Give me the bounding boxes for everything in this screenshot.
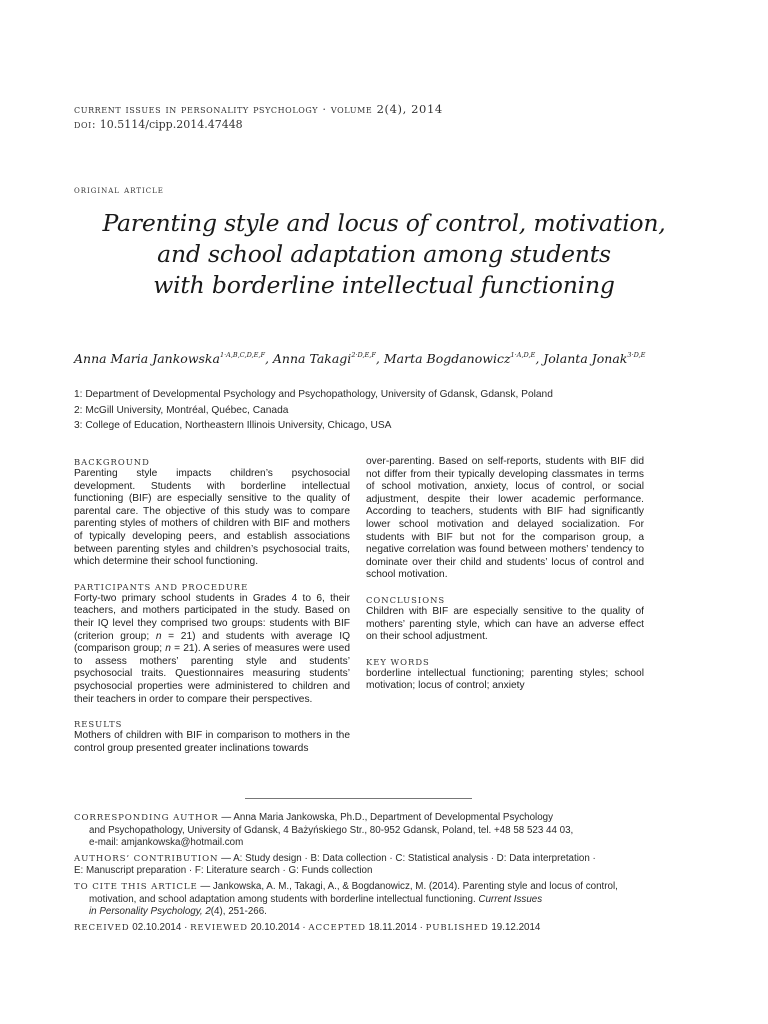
cite-journal: in Personality Psychology, 2 xyxy=(89,906,211,918)
reviewed-label: REVIEWED xyxy=(190,922,248,933)
cite-text: motivation, and school adaptation among students with borderline intellectual functioning. xyxy=(89,893,479,905)
results-heading: RESULTS xyxy=(74,719,123,730)
author-name: Anna Maria Jankowska xyxy=(74,351,220,366)
author-name: Marta Bogdanowicz xyxy=(383,351,511,366)
published-label: PUBLISHED xyxy=(425,922,489,933)
contribution-label: AUTHORS’ CONTRIBUTION xyxy=(74,853,219,864)
participants-text-part: Forty-two primary school students in Grades 4 to 6, their teachers, and mothers participated in the study. Based on their IQ level they comprised two groups: students with BIF (criterion group; xyxy=(74,592,350,642)
corresponding-text: and Psychopathology, University of Gdansk, 4 Bażyńskiego Str., 80-952 Gdansk, Poland, tel. +48 58 523 44 03, xyxy=(89,824,574,836)
corresponding-author xyxy=(74,812,694,850)
title-line-1: Parenting style and locus of control, motivation, xyxy=(102,209,666,237)
author-affiliation-mark: 1·A,B,C,D,E,F xyxy=(219,351,265,359)
participants-n-symbol: n xyxy=(165,643,171,655)
author-name: Jolanta Jonak xyxy=(543,351,628,366)
abstract-left-column xyxy=(74,457,350,768)
article-footer xyxy=(74,812,694,934)
authors-contribution xyxy=(74,853,694,878)
author-affiliation-mark: 1·A,D,E xyxy=(510,351,536,359)
affiliation-item: 2: McGill University, Montréal, Québec, Canada xyxy=(74,404,289,416)
corresponding-email: e-mail: amjankowska@hotmail.com xyxy=(89,837,244,849)
contribution-text: — A: Study design · B: Data collection · C: Statistical analysis · D: Data interpretation · xyxy=(218,852,596,864)
cite-text: (4), 251-266. xyxy=(210,906,267,918)
author-list: Anna Maria Jankowska$^{1\cdot A,B,C,D,E,F}$, Anna Takagi$^{2\cdot D,E,F}$, Marta Bogdanowicz$^{1\cdot A,D,E}$, Jolanta Jonak$^{3\cdot D,E}$ xyxy=(74,351,646,366)
results-text-left: Mothers of children with BIF in comparison to mothers in the control group presented greater inclinations towards xyxy=(74,730,350,754)
doi-value: 10.5114/cipp.2014.47448 xyxy=(99,118,243,131)
author-name: Anna Takagi xyxy=(272,351,352,366)
background-text: Parenting style impacts children’s psychosocial development. Students with borderline intellectual functioning (BIF) are especially sensitive to the quality of parental care. The objective of this study was to compare parenting styles of mothers of children with BIF and mothers of typically developing peers, and establish associations between parenting styles and children’s psychosocial traits, which determine their school functioning. xyxy=(74,468,350,568)
affiliation-item: 1: Department of Developmental Psychology and Psychopathology, University of Gdansk, Gdansk, Poland xyxy=(74,389,553,400)
conclusions-heading: CONCLUSIONS xyxy=(366,594,446,605)
participants-n-symbol: n xyxy=(155,630,162,642)
footer-divider xyxy=(245,798,472,799)
background-heading: BACKGROUND xyxy=(74,457,150,467)
citation xyxy=(74,881,694,919)
corresponding-label: CORRESPONDING AUTHOR xyxy=(74,813,219,823)
reviewed-date: 20.10.2014 xyxy=(250,921,300,933)
received-label: RECEIVED xyxy=(74,922,130,933)
keywords-heading: KEY WORDS xyxy=(366,656,430,667)
published-date: 19.12.2014 xyxy=(491,921,541,933)
article-type: original article xyxy=(74,185,164,196)
publication-dates: RECEIVED 02.10.2014 · REVIEWED 20.10.2014 · ACCEPTED 18.11.2014 · PUBLISHED 19.12.2014 xyxy=(74,921,541,933)
affiliation-item: 3: College of Education, Northeastern Illinois University, Chicago, USA xyxy=(74,420,392,431)
cite-label: TO CITE THIS ARTICLE xyxy=(74,881,198,892)
keywords-text: borderline intellectual functioning; parenting styles; school motivation; locus of control; anxiety xyxy=(366,667,644,692)
contribution-text: E: Manuscript preparation · F: Literature search · G: Funds collection xyxy=(74,865,373,877)
participants-text-part: = 21) and students with average IQ (comparison group; xyxy=(74,630,350,655)
cite-text: — Jankowska, A. M., Takagi, A., & Bogdanowicz, M. (2014). Parenting style and locus of control, xyxy=(197,880,618,892)
author-affiliation-mark: 3·D,E xyxy=(627,351,646,359)
title-line-2: and school adaptation among students xyxy=(157,240,611,268)
participants-text xyxy=(74,593,350,706)
corresponding-text: — Anna Maria Jankowska, Ph.D., Department of Developmental Psychology xyxy=(218,812,554,823)
article-title xyxy=(40,208,728,301)
accepted-label: ACCEPTED xyxy=(308,922,366,933)
accepted-date: 18.11.2014 xyxy=(368,921,417,933)
abstract-right-column xyxy=(366,456,644,706)
doi-label: doi: xyxy=(74,118,97,131)
journal-header: current issues in personality psychology · volume 2(4), 2014 xyxy=(74,102,443,116)
received-date: 02.10.2014 xyxy=(132,921,182,933)
affiliations xyxy=(74,387,553,434)
conclusions-text: Children with BIF are especially sensitive to the quality of mothers’ parenting style, which can have an adverse effect on their school adjustment. xyxy=(366,605,644,643)
doi-line xyxy=(74,117,243,133)
cite-journal: Current Issues xyxy=(478,893,543,905)
participants-heading: PARTICIPANTS AND PROCEDURE xyxy=(74,581,249,592)
author-affiliation-mark: 2·D,E,F xyxy=(351,351,376,359)
participants-text-part: = 21). A series of measures were used to assess mothers’ parenting style and students’ psychosocial traits. Questionnaires measuring students’ psychosocial properties were administered to children and their teachers in order to compare their perspectives. xyxy=(74,643,350,705)
title-line-3: with borderline intellectual functioning xyxy=(153,271,615,299)
results-text-right: over-parenting. Based on self-reports, students with BIF did not differ from their typically developing classmates in terms of school motivation, anxiety, locus of control, or social adjustment, despite their lower academic performance. According to teachers, students with BIF had significantly lower school motivation and delayed socialization. For students with BIF but not for the comparison group, a negative correlation was found between mothers’ tendency to dominate over their child and students’ locus of control and school motivation. xyxy=(366,456,644,581)
